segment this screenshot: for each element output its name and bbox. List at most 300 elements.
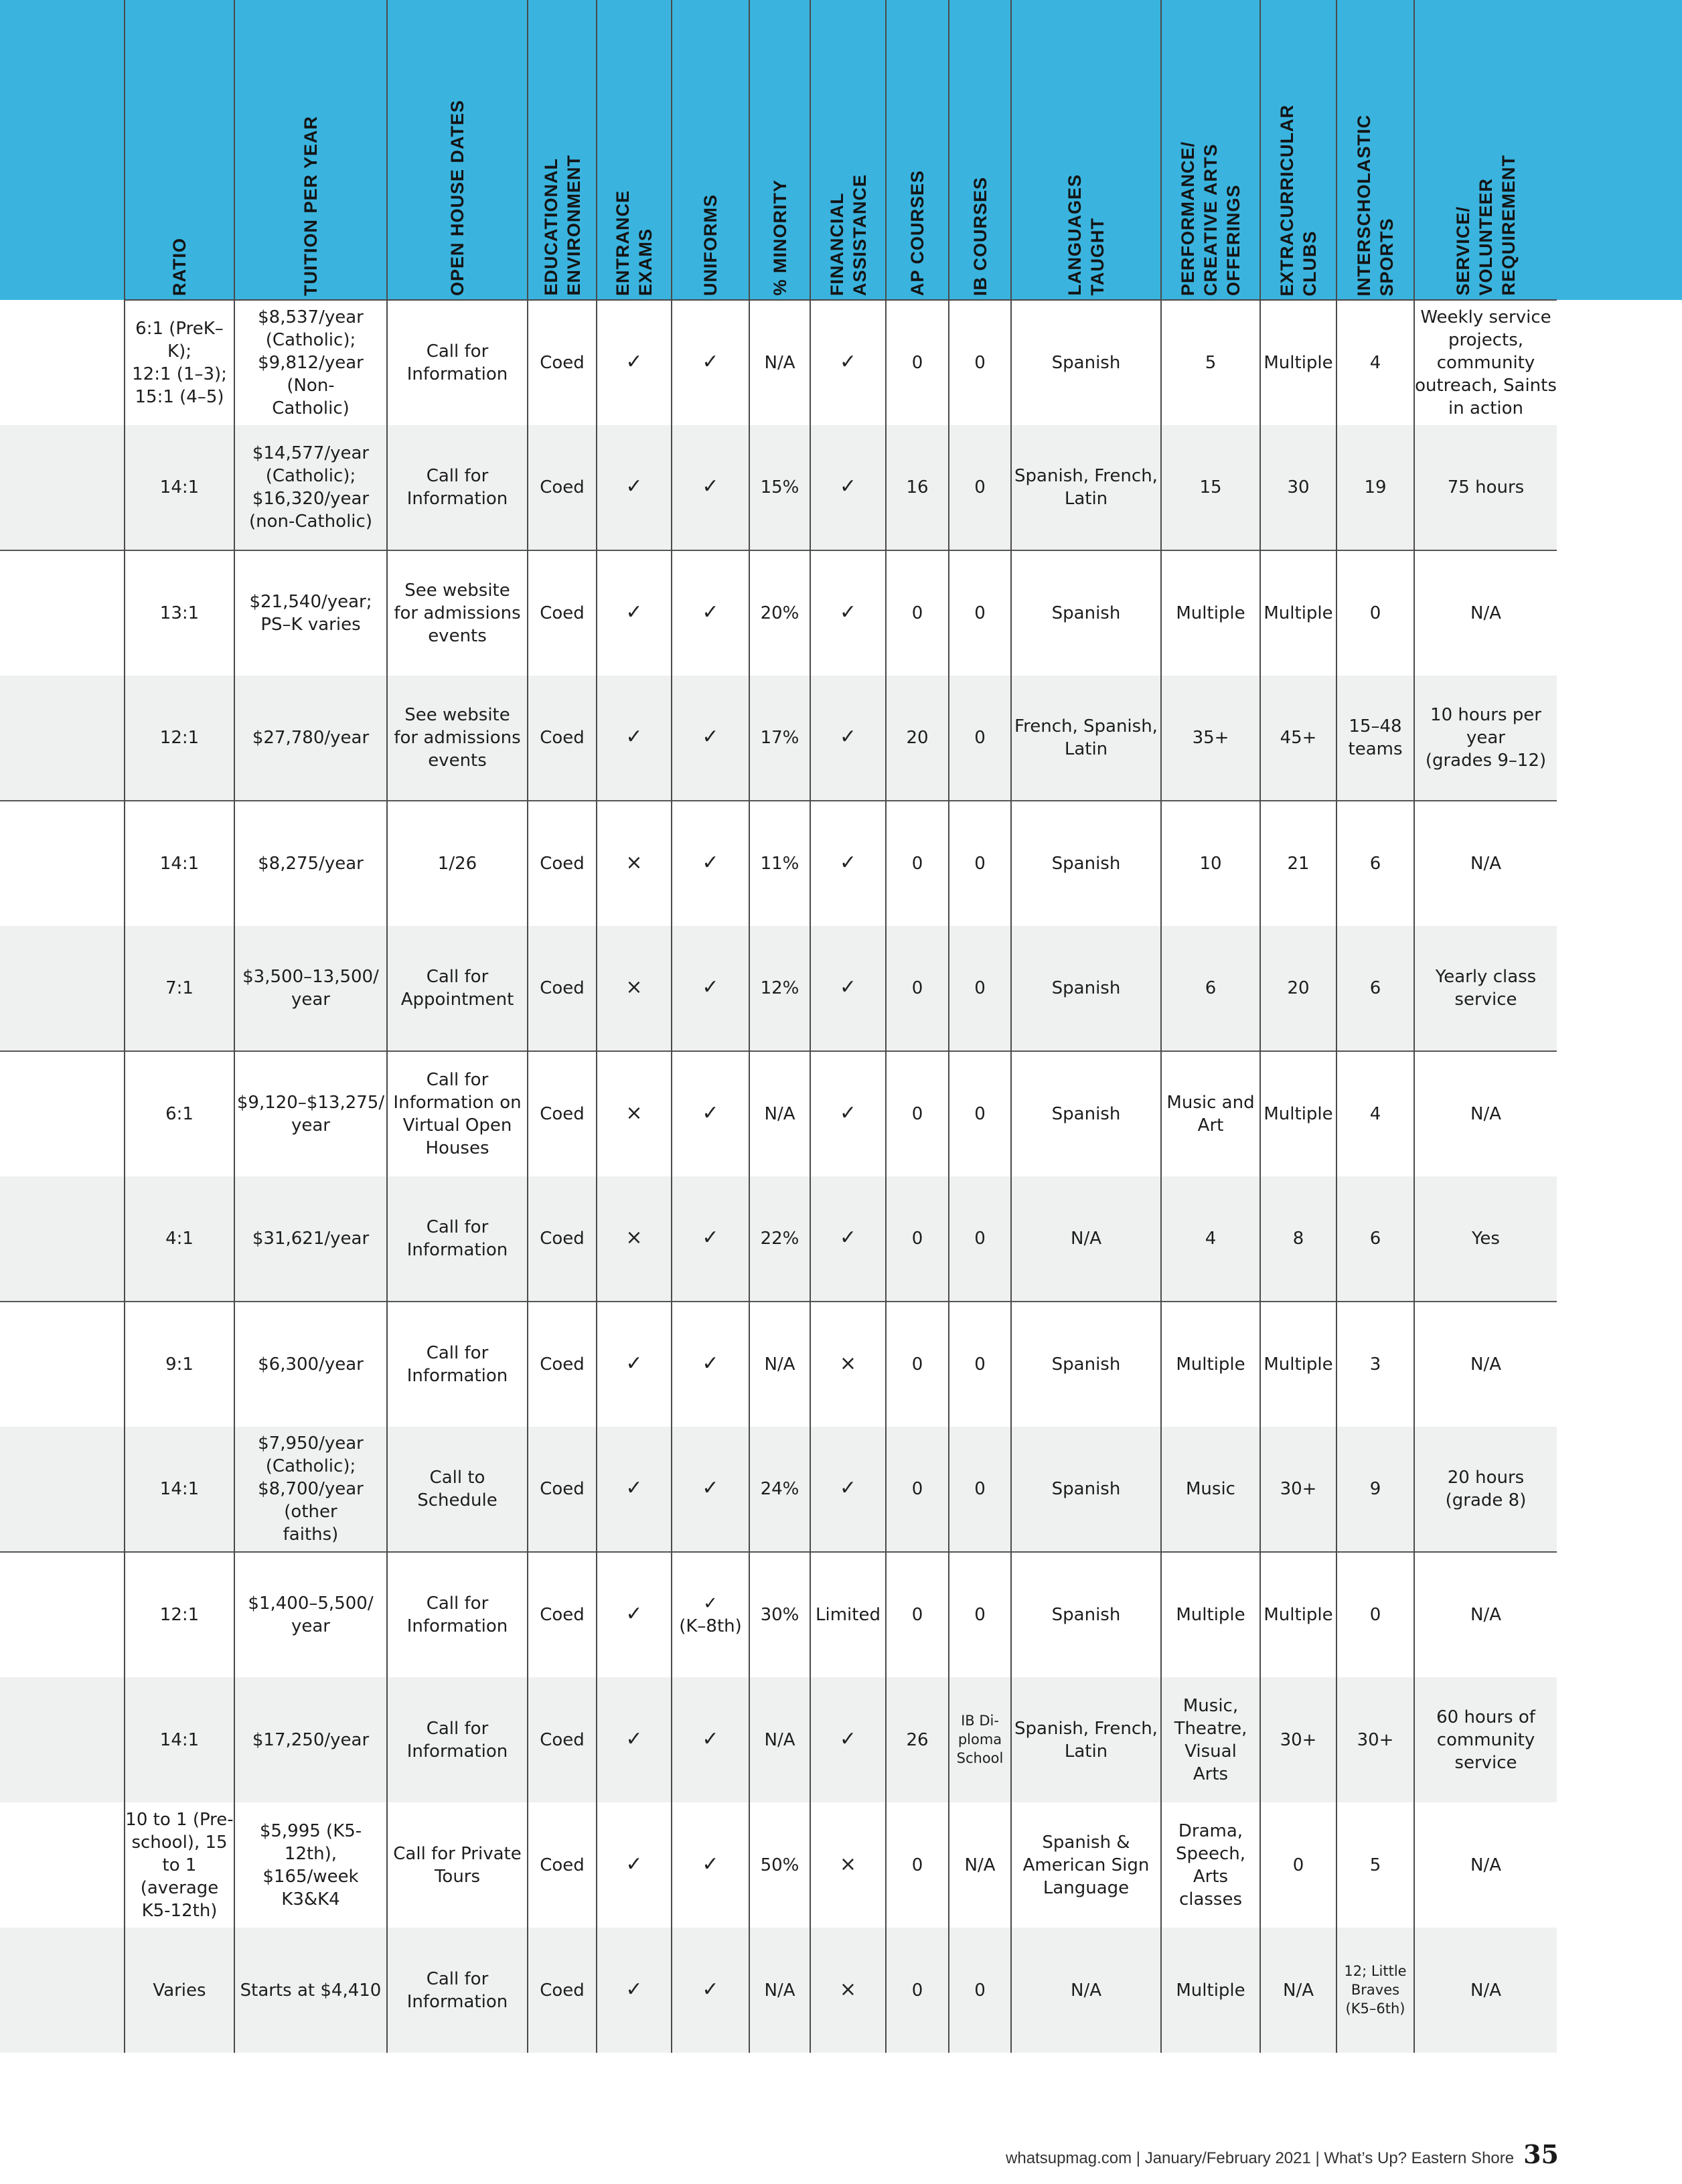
cell-value: 5: [1205, 353, 1217, 373]
page-footer: [1006, 2139, 1559, 2169]
column-header-label: SERVICE/ VOLUNTEER REQUIREMENT: [1453, 155, 1519, 296]
cell-value: 0: [974, 1479, 986, 1499]
table-cell: [528, 1677, 597, 1802]
table-cell: [1260, 1302, 1336, 1427]
cell-value: Multiple: [1176, 603, 1245, 623]
table-cell: [234, 1802, 387, 1928]
cell-value: 14:1: [159, 854, 200, 874]
table-cell: [528, 801, 597, 926]
cell-value: 6:1: [165, 1104, 194, 1124]
table-cell: [949, 1802, 1011, 1928]
table-cell: [1414, 1051, 1557, 1176]
table-cell: [597, 1552, 672, 1677]
table-cell: [672, 1176, 749, 1302]
table-cell: [387, 425, 528, 550]
column-header: [1011, 0, 1161, 300]
cell-value: See website for admissions events: [394, 580, 521, 646]
cell-value: N/A: [1071, 1229, 1101, 1249]
table-cell: [1161, 801, 1260, 926]
table-cell: [1260, 801, 1336, 926]
table-cell: [125, 1677, 234, 1802]
cell-value: 15–48 teams: [1348, 716, 1403, 759]
cell-value: 14:1: [159, 477, 200, 497]
table-cell: [749, 801, 810, 926]
cell-value: Coed: [540, 1855, 585, 1875]
table-cell: [125, 676, 234, 801]
cell-value: 24%: [760, 1479, 799, 1499]
cell-value: Call for Information: [406, 1217, 508, 1260]
cell-value: ✓: [839, 601, 857, 624]
school-name-cell: [0, 300, 125, 425]
cell-value: 4: [1205, 1229, 1217, 1249]
cell-value: 0: [974, 1354, 986, 1375]
table-cell: [1260, 926, 1336, 1051]
table-cell: [810, 1176, 886, 1302]
table-cell: [387, 300, 528, 425]
cell-value: Spanish: [1051, 978, 1121, 998]
column-header: [949, 0, 1011, 300]
cell-value: 21: [1287, 854, 1310, 874]
table-cell: [387, 1802, 528, 1928]
cell-value: Music and Art: [1166, 1093, 1255, 1136]
table-cell: [672, 1051, 749, 1176]
table-cell: [528, 1176, 597, 1302]
cell-value: Drama, Speech, Arts classes: [1175, 1820, 1246, 1909]
cell-value: 0: [911, 1980, 923, 2001]
cell-value: ×: [625, 1226, 643, 1249]
cell-value: 6: [1369, 978, 1381, 998]
table-cell: [1260, 1427, 1336, 1552]
table-cell: [1161, 550, 1260, 676]
table-cell: [597, 1302, 672, 1427]
table-cell: [125, 801, 234, 926]
cell-value: Coed: [540, 1354, 585, 1375]
table-cell: [672, 1677, 749, 1802]
cell-value: 0: [911, 1354, 923, 1375]
column-header-label: LANGUAGES TAUGHT: [1065, 174, 1107, 296]
cell-value: Call for Information: [406, 1968, 508, 2012]
cell-value: 0: [911, 1479, 923, 1499]
table-cell: [1011, 1677, 1161, 1802]
table-cell: [1414, 676, 1557, 801]
table-cell: [1011, 1051, 1161, 1176]
table-cell: [749, 1552, 810, 1677]
table-cell: [749, 1302, 810, 1427]
cell-value: 60 hours of community service: [1436, 1707, 1535, 1773]
cell-value: ✓: [625, 1977, 643, 2001]
cell-value: Coed: [540, 1229, 585, 1249]
cell-value: Spanish & American Sign Language: [1022, 1832, 1150, 1898]
cell-value: Call for Private Tours: [393, 1843, 522, 1887]
table-cell: [749, 1176, 810, 1302]
cell-value: 0: [974, 603, 986, 623]
table-cell: [1011, 1176, 1161, 1302]
cell-value: Limited: [816, 1605, 881, 1625]
cell-value: ×: [839, 1352, 857, 1375]
table-cell: [387, 1677, 528, 1802]
table-cell: [1336, 1552, 1414, 1677]
cell-value: 0: [911, 353, 923, 373]
cell-value: Coed: [540, 1729, 585, 1750]
table-cell: [749, 1427, 810, 1552]
cell-value: Coed: [540, 1980, 585, 2001]
cell-value: $21,540/year; PS–K varies: [249, 592, 372, 635]
table-cell: [1011, 801, 1161, 926]
table-cell: [125, 1928, 234, 2053]
table-cell: [1011, 676, 1161, 801]
cell-value: Varies: [153, 1980, 206, 2001]
table-cell: [1260, 676, 1336, 801]
cell-value: ✓: [702, 1352, 719, 1375]
table-cell: [1414, 1552, 1557, 1677]
cell-value: 0: [911, 978, 923, 998]
cell-value: ✓: [839, 976, 857, 999]
table-cell: [387, 801, 528, 926]
table-cell: [949, 1051, 1011, 1176]
cell-value: N/A: [1071, 1980, 1101, 2001]
table-cell: [749, 1677, 810, 1802]
cell-value: Spanish, French, Latin: [1014, 1718, 1158, 1762]
table-cell: [886, 1427, 949, 1552]
table-cell: [886, 1552, 949, 1677]
table-cell: [672, 550, 749, 676]
table-row: [0, 550, 1557, 676]
table-cell: [234, 300, 387, 425]
table-cell: [125, 1176, 234, 1302]
table-cell: [949, 1427, 1011, 1552]
table-cell: [125, 550, 234, 676]
cell-value: N/A: [764, 353, 795, 373]
cell-value: Coed: [540, 603, 585, 623]
school-name-cell: [0, 1051, 125, 1176]
table-body: [0, 300, 1557, 2053]
cell-value: N/A: [1470, 1354, 1501, 1375]
column-header-label: % MINORITY: [769, 179, 790, 296]
table-cell: [125, 926, 234, 1051]
table-cell: [1414, 926, 1557, 1051]
cell-value: 30+: [1280, 1479, 1317, 1499]
table-cell: [1336, 926, 1414, 1051]
cell-value: $3,500–13,500/ year: [242, 967, 379, 1010]
cell-value: ✓: [625, 1476, 643, 1500]
table-cell: [528, 926, 597, 1051]
table-row: [0, 801, 1557, 926]
cell-value: N/A: [1470, 854, 1501, 874]
cell-value: Call for Information: [406, 341, 508, 384]
table-cell: [810, 550, 886, 676]
cell-value: Spanish, French, Latin: [1014, 466, 1158, 509]
table-cell: [672, 1427, 749, 1552]
table-cell: [528, 425, 597, 550]
cell-value: ✓: [702, 1727, 719, 1751]
cell-value: Call for Information on Virtual Open Houses: [393, 1070, 522, 1158]
cell-value: Weekly service projects, community outreach, Saints in action: [1415, 307, 1557, 418]
cell-value: Multiple: [1264, 1354, 1333, 1375]
column-header-label: UNIFORMS: [700, 194, 720, 296]
cell-value: N/A: [964, 1855, 996, 1875]
table-row: [0, 676, 1557, 801]
table-cell: [886, 550, 949, 676]
cell-value: ×: [625, 851, 643, 874]
cell-value: $9,120–$13,275/ year: [236, 1093, 385, 1136]
cell-value: Yearly class service: [1435, 967, 1537, 1010]
table-cell: [597, 1802, 672, 1928]
cell-value: ✓: [839, 1476, 857, 1500]
table-cell: [810, 676, 886, 801]
table-cell: [949, 300, 1011, 425]
school-name-cell: [0, 1928, 125, 2053]
table-cell: [749, 1928, 810, 2053]
cell-value: ✓: [839, 851, 857, 874]
cell-value: ✓: [702, 350, 719, 374]
table-cell: [597, 676, 672, 801]
table-cell: [528, 1427, 597, 1552]
page-number: 35: [1523, 2139, 1559, 2169]
school-name-cell: [0, 425, 125, 550]
cell-value: 50%: [760, 1855, 799, 1875]
column-header-label: FINANCIAL ASSISTANCE: [826, 173, 870, 296]
cell-value: 1/26: [437, 854, 477, 874]
table-cell: [810, 300, 886, 425]
cell-value: ✓: [839, 350, 857, 374]
cell-value: Coed: [540, 1605, 585, 1625]
table-cell: [234, 1302, 387, 1427]
cell-value: ✓: [702, 1226, 719, 1249]
table-cell: [1161, 1802, 1260, 1928]
table-row: [0, 1677, 1557, 1802]
table-cell: [810, 425, 886, 550]
cell-value: 4: [1369, 1104, 1381, 1124]
cell-value: 4:1: [165, 1229, 194, 1249]
table-cell: [749, 1051, 810, 1176]
table-cell: [597, 1051, 672, 1176]
table-cell: [125, 1051, 234, 1176]
table-cell: [1161, 1928, 1260, 2053]
table-row: [0, 1302, 1557, 1427]
cell-value: 0: [974, 1605, 986, 1625]
table-cell: [886, 676, 949, 801]
table-cell: [949, 1552, 1011, 1677]
cell-value: Call for Information: [406, 1593, 508, 1636]
cell-value: Coed: [540, 353, 585, 373]
table-row: [0, 1176, 1557, 1302]
cell-value: ✓: [625, 1602, 643, 1626]
table-cell: [1011, 550, 1161, 676]
table-cell: [886, 801, 949, 926]
cell-value: ✓: [839, 475, 857, 498]
table-cell: [234, 550, 387, 676]
column-header: [672, 0, 749, 300]
cell-value: 16: [906, 477, 929, 497]
column-header: [234, 0, 387, 300]
table-cell: [1011, 926, 1161, 1051]
cell-value: ✓: [625, 1852, 643, 1876]
table-cell: [1161, 1302, 1260, 1427]
cell-value: $5,995 (K5-12th), $165/week K3&K4: [259, 1820, 362, 1909]
column-header: [886, 0, 949, 300]
cell-value: Spanish: [1051, 1605, 1121, 1625]
table-cell: [234, 1928, 387, 2053]
table-cell: [387, 1427, 528, 1552]
cell-value: Starts at $4,410: [240, 1980, 382, 2001]
cell-value: ✓: [702, 1476, 719, 1500]
table-cell: [1011, 425, 1161, 550]
table-cell: [1161, 926, 1260, 1051]
cell-value: 0: [911, 1104, 923, 1124]
table-cell: [234, 425, 387, 550]
cell-value: Yes: [1472, 1229, 1500, 1249]
table-cell: [387, 550, 528, 676]
table-cell: [886, 425, 949, 550]
table-cell: [597, 425, 672, 550]
table-row: [0, 425, 1557, 550]
table-cell: [234, 801, 387, 926]
cell-value: ✓: [625, 350, 643, 374]
table-cell: [1336, 550, 1414, 676]
cell-value: ×: [839, 1852, 857, 1876]
cell-value: 9: [1369, 1479, 1381, 1499]
cell-value: IB Di- ploma School: [956, 1712, 1004, 1766]
cell-value: 0: [911, 854, 923, 874]
cell-value: 0: [1292, 1855, 1304, 1875]
cell-value: 20: [906, 728, 929, 748]
school-name-cell: [0, 550, 125, 676]
cell-value: 0: [1369, 603, 1381, 623]
table-cell: [125, 300, 234, 425]
cell-value: 0: [911, 1229, 923, 1249]
table-cell: [1336, 1302, 1414, 1427]
table-cell: [1260, 300, 1336, 425]
cell-value: Multiple: [1176, 1354, 1245, 1375]
table-cell: [1260, 1176, 1336, 1302]
table-cell: [672, 1802, 749, 1928]
cell-value: 0: [974, 477, 986, 497]
cell-value: $17,250/year: [252, 1729, 370, 1750]
cell-value: $14,577/year (Catholic); $16,320/year (non-Catholic): [249, 443, 372, 532]
cell-value: Spanish: [1051, 1104, 1121, 1124]
cell-value: 6:1 (PreK–K); 12:1 (1–3); 15:1 (4–5): [132, 319, 227, 407]
school-name-cell: [0, 1427, 125, 1552]
table-cell: [387, 926, 528, 1051]
table-cell: [949, 1928, 1011, 2053]
cell-value: 0: [974, 978, 986, 998]
cell-value: ✓: [839, 1727, 857, 1751]
table-cell: [886, 1302, 949, 1427]
cell-value: Spanish: [1051, 1479, 1121, 1499]
cell-value: ×: [625, 1101, 643, 1125]
school-name-cell: [0, 1552, 125, 1677]
cell-value: $31,621/year: [252, 1229, 370, 1249]
table-cell: [1414, 425, 1557, 550]
cell-value: 0: [974, 1104, 986, 1124]
table-cell: [949, 1677, 1011, 1802]
table-cell: [1336, 1802, 1414, 1928]
cell-value: 4: [1369, 353, 1381, 373]
table-row: [0, 1427, 1557, 1552]
table-cell: [1336, 1677, 1414, 1802]
table-cell: [672, 801, 749, 926]
cell-value: 19: [1364, 477, 1387, 497]
cell-value: Call for Information: [406, 466, 508, 509]
cell-value: 0: [911, 603, 923, 623]
cell-value: 20%: [760, 603, 799, 623]
cell-value: Call to Schedule: [417, 1468, 498, 1510]
table-cell: [1161, 1552, 1260, 1677]
cell-value: ✓: [702, 1101, 719, 1125]
cell-value: 0: [974, 1229, 986, 1249]
column-header-label: EXTRACURRICULAR CLUBS: [1277, 104, 1320, 296]
cell-value: Multiple: [1176, 1605, 1245, 1625]
table-cell: [749, 1802, 810, 1928]
column-header: [1260, 0, 1336, 300]
cell-value: ✓: [702, 725, 719, 749]
table-cell: [886, 1051, 949, 1176]
cell-value: Multiple: [1264, 353, 1333, 373]
column-header-row: [0, 0, 1557, 300]
cell-value: N/A: [764, 1729, 795, 1750]
table-cell: [387, 676, 528, 801]
table-cell: [1336, 801, 1414, 926]
cell-value: 0: [974, 728, 986, 748]
table-cell: [597, 1176, 672, 1302]
column-header-label: AP COURSES: [907, 169, 927, 296]
table-cell: [749, 926, 810, 1051]
table-cell: [234, 1051, 387, 1176]
table-cell: [234, 676, 387, 801]
table-cell: [1161, 1176, 1260, 1302]
school-name-cell: [0, 801, 125, 926]
cell-value: Multiple: [1176, 1980, 1245, 2001]
table-row: [0, 300, 1557, 425]
cell-value: N/A: [764, 1104, 795, 1124]
table-cell: [125, 425, 234, 550]
cell-value: Coed: [540, 854, 585, 874]
table-cell: [672, 300, 749, 425]
cell-value: N/A: [1470, 1104, 1501, 1124]
table-cell: [1336, 1427, 1414, 1552]
cell-value: 11%: [760, 854, 799, 874]
cell-value: 0: [974, 1980, 986, 2001]
cell-value: N/A: [764, 1980, 795, 2001]
table-cell: [1260, 1051, 1336, 1176]
table-row: [0, 1552, 1557, 1677]
cell-value: $1,400–5,500/ year: [248, 1593, 374, 1636]
table-cell: [810, 1427, 886, 1552]
table-cell: [1336, 1051, 1414, 1176]
table-cell: [597, 300, 672, 425]
cell-value: ×: [625, 976, 643, 999]
cell-value: ×: [839, 1977, 857, 2001]
table-cell: [672, 926, 749, 1051]
table-row: [0, 926, 1557, 1051]
table-cell: [1414, 1427, 1557, 1552]
cell-value: 5: [1369, 1855, 1381, 1875]
cell-value: ✓: [702, 1852, 719, 1876]
cell-value: See website for admissions events: [394, 705, 521, 771]
table-cell: [949, 1176, 1011, 1302]
cell-value: ✓: [625, 601, 643, 624]
table-cell: [234, 1677, 387, 1802]
table-cell: [387, 1928, 528, 2053]
table-cell: [672, 1302, 749, 1427]
table-cell: [1336, 300, 1414, 425]
table-cell: [1161, 676, 1260, 801]
table-cell: [1414, 300, 1557, 425]
cell-value: 14:1: [159, 1479, 200, 1499]
column-header: [1161, 0, 1260, 300]
table-cell: [387, 1302, 528, 1427]
table-cell: [1260, 1677, 1336, 1802]
